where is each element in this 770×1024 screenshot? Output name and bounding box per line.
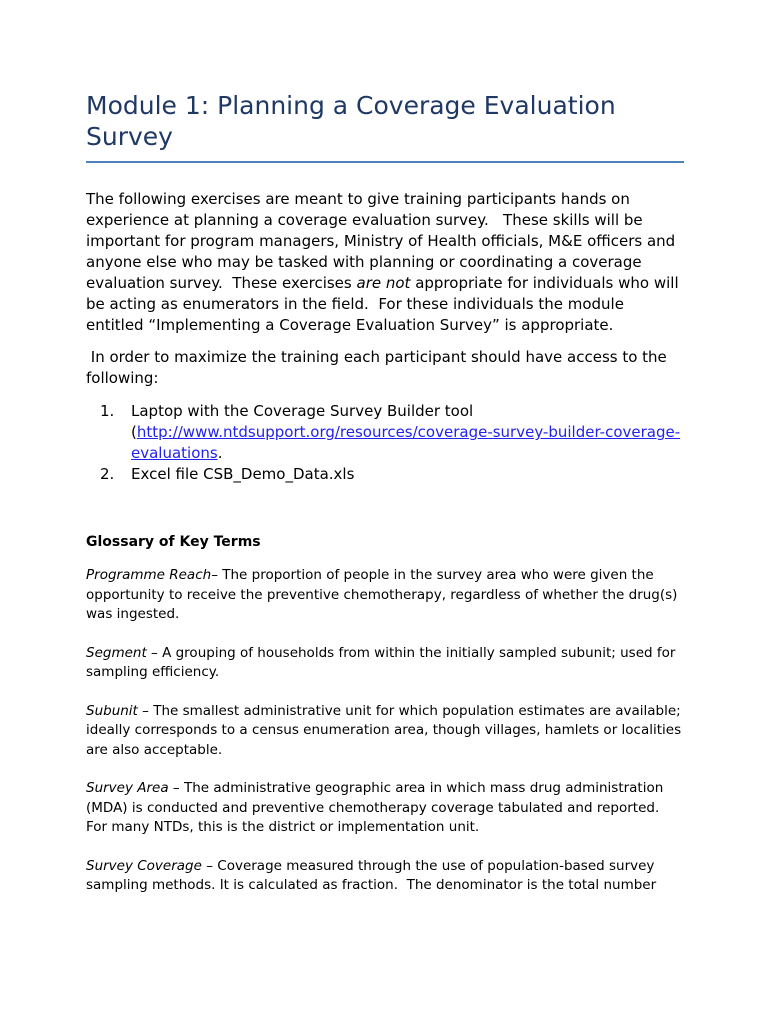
- glossary-term: Segment: [86, 644, 147, 661]
- materials-list: [86, 401, 684, 485]
- glossary-definition: – The administrative geographic area in which mass drug administration (MDA) is conducted and preventive chemotherapy coverage tabulated and reported. For many NTDs, this is the district or implementation unit.: [86, 780, 668, 835]
- glossary-definition: – Coverage measured through the use of population-based survey sampling methods. It is calculated as fraction. The denominator is the total number: [86, 857, 659, 893]
- list-item-2-number: 2.: [100, 465, 115, 483]
- intro-paragraph-2: In order to maximize the training each participant should have access to the following:: [86, 348, 672, 387]
- list-item-1-number: 1.: [100, 402, 115, 420]
- csb-tool-hyperlink[interactable]: http://www.ntdsupport.org/resources/coverage-survey-builder-coverage-evaluations: [131, 423, 681, 462]
- glossary-definition: – The proportion of people in the survey area who were given the opportunity to receive the preventive chemotherapy, regardless of whether the drug(s) was ingested.: [86, 567, 682, 622]
- glossary-entry-subunit: [86, 702, 684, 761]
- intro-paragraph-1-text: The following exercises are meant to give training participants hands on experience at planning a coverage evaluation survey. These skills will be important for program managers, Ministry of Health officials, M&E officers and anyone else who may be tasked with planning or coordinating a coverage evaluation survey. These exercises: [86, 190, 680, 292]
- list-item-excel-file: [100, 464, 684, 485]
- glossary-term: Survey Coverage: [86, 857, 202, 874]
- list-item-1-text: [131, 401, 684, 464]
- document-title: Module 1: Planning a Coverage Evaluation Survey: [86, 90, 684, 163]
- glossary-entry-programme-reach: [86, 566, 684, 625]
- list-item-1-after-link: .: [217, 444, 223, 462]
- glossary-term: Survey Area: [86, 780, 169, 796]
- intro-paragraph-1-italic-run: are not: [356, 274, 411, 292]
- glossary-definition: – The smallest administrative unit for which population estimates are available; ideally corresponds to a census enumeration area, though villages, hamlets or localities are also acceptable.: [86, 702, 686, 758]
- list-item-2-text: Excel file CSB_Demo_Data.xls: [131, 465, 355, 483]
- glossary-definition: – A grouping of households from within the initially sampled subunit; used for sampling efficiency.: [86, 644, 680, 680]
- list-item-1-before-link: Laptop with the Coverage Survey Builder tool (: [131, 402, 478, 441]
- list-item-laptop: [100, 401, 684, 464]
- glossary-entry-segment: [86, 644, 684, 683]
- glossary-term: Subunit: [86, 702, 138, 719]
- intro-paragraph-1-text-after: appropriate for individuals who will be acting as enumerators in the field. For these individuals the module entitled “Implementing a Coverage Evaluation Survey” is appropriate.: [86, 274, 684, 334]
- glossary-entry-survey-area: [86, 779, 684, 838]
- glossary-heading: Glossary of Key Terms: [86, 534, 261, 550]
- intro-paragraph-1: [86, 189, 684, 336]
- glossary-term: Programme Reach: [86, 567, 212, 583]
- glossary-entry-survey-coverage: [86, 857, 684, 896]
